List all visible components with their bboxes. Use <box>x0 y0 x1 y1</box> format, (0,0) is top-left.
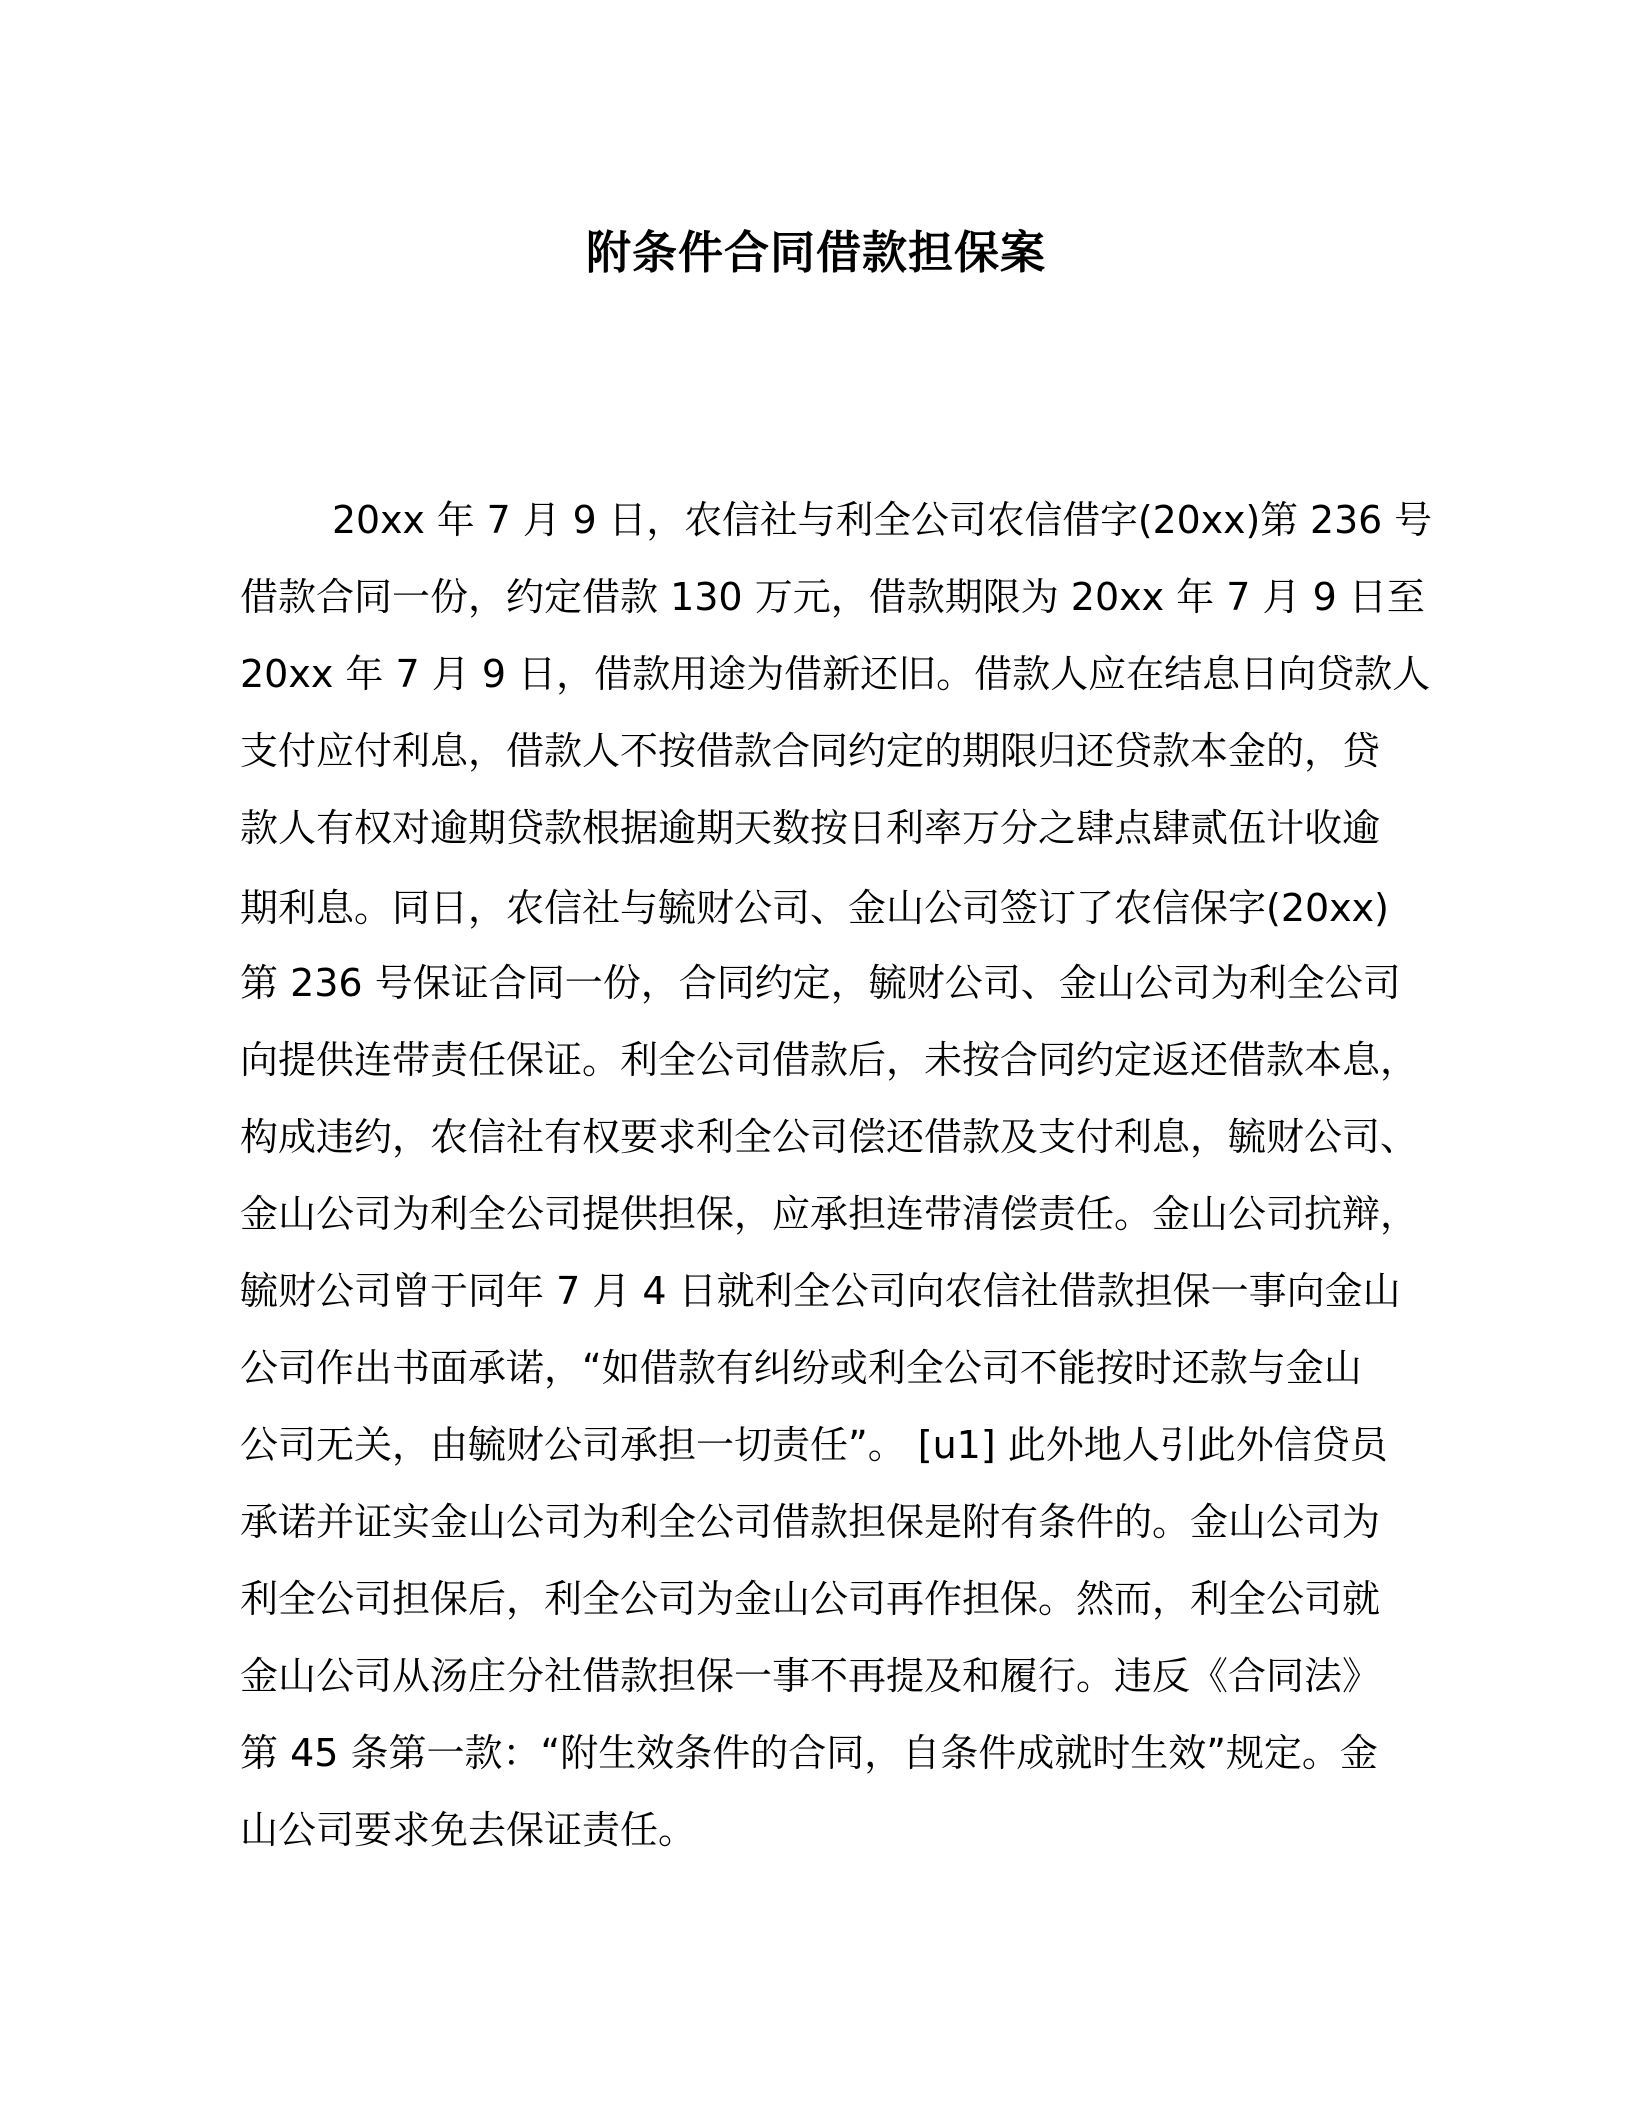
body-line: 向提供连带责任保证。利全公司借款后，未按合同约定返还借款本息， <box>240 1038 1419 1082</box>
body-line: 款人有权对逾期贷款根据逾期天数按日利率万分之肆点肆贰伍计收逾 <box>240 806 1381 850</box>
document-title: 附条件合同借款担保案 <box>585 226 1046 279</box>
body-line: 公司无关，由毓财公司承担一切责任”。 [u1] 此外地人引此外信贷员 <box>240 1423 1388 1467</box>
body-line: 金山公司为利全公司提供担保，应承担连带清偿责任。金山公司抗辩， <box>240 1192 1419 1236</box>
body-line: 借款合同一份，约定借款 130 万元，借款期限为 20xx 年 7 月 9 日至 <box>240 575 1425 619</box>
body-line: 公司作出书面承诺，“如借款有纠纷或利全公司不能按时还款与金山 <box>240 1346 1362 1390</box>
body-line: 第 236 号保证合同一份，合同约定，毓财公司、金山公司为利全公司 <box>240 961 1401 1005</box>
body-line: 支付应付利息，借款人不按借款合同约定的期限归还贷款本金的，贷 <box>240 729 1381 773</box>
body-line: 20xx 年 7 月 9 日，农信社与利全公司农信借字(20xx)第 236 号 <box>332 498 1433 542</box>
body-line: 毓财公司曾于同年 7 月 4 日就利全公司向农信社借款担保一事向金山 <box>240 1269 1401 1313</box>
body-line: 山公司要求免去保证责任。 <box>240 1808 697 1852</box>
body-line: 第 45 条第一款：“附生效条件的合同，自条件成就时生效”规定。金 <box>240 1731 1378 1775</box>
body-line: 承诺并证实金山公司为利全公司借款担保是附有条件的。金山公司为 <box>240 1500 1381 1544</box>
body-line: 构成违约，农信社有权要求利全公司偿还借款及支付利息，毓财公司、 <box>240 1115 1419 1159</box>
body-line: 20xx 年 7 月 9 日，借款用途为借新还旧。借款人应在结息日向贷款人 <box>240 652 1431 696</box>
body-line: 利全公司担保后，利全公司为金山公司再作担保。然而，利全公司就 <box>240 1577 1381 1621</box>
body-line: 期利息。同日，农信社与毓财公司、金山公司签订了农信保字(20xx) <box>240 886 1389 930</box>
body-line: 金山公司从汤庄分社借款担保一事不再提及和履行。违反《合同法》 <box>240 1654 1381 1698</box>
